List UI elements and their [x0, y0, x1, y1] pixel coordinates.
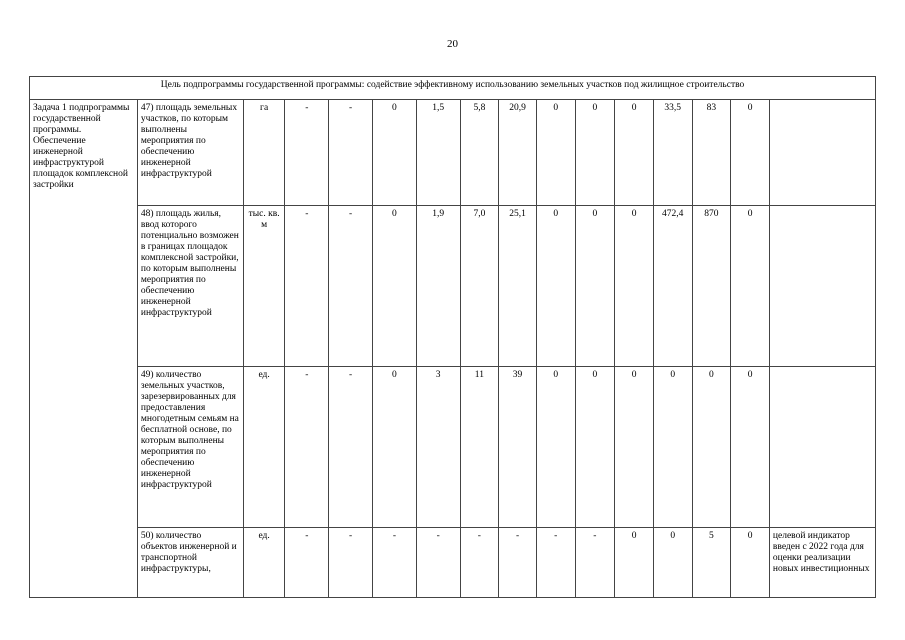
value-cell: - [285, 367, 329, 528]
indicators-table [29, 76, 876, 598]
table-row [30, 528, 876, 598]
value-cell: 25,1 [499, 206, 537, 367]
value-cell: 870 [692, 206, 731, 367]
value-cell: 0 [692, 367, 731, 528]
value-cell: 1,9 [416, 206, 460, 367]
value-cell: 0 [536, 367, 575, 528]
value-cell: 0 [731, 528, 770, 598]
value-cell: - [460, 528, 499, 598]
value-cell: 0 [653, 528, 692, 598]
table-row [30, 367, 876, 528]
value-cell: 0 [615, 206, 654, 367]
indicator-cell: 49) количество земельных участков, зарезервированных для предоставления многодетным семьям на бесплатной основе, по которым выполнены мероприятия по обеспечению инженерной инфраструктурой [137, 367, 243, 528]
note-cell [769, 100, 875, 206]
goal-cell: Цель подпрограммы государственной программы: содействие эффективному использованию земельных участков под жилищное строительство [30, 77, 876, 100]
task-cell: Задача 1 подпрограммы государственной программы. Обеспечение инженерной инфраструктурой площадок комплексной застройки [30, 100, 138, 598]
value-cell: 0 [731, 367, 770, 528]
unit-cell: ед. [243, 367, 285, 528]
value-cell: 0 [373, 367, 417, 528]
indicator-cell: 47) площадь земельных участков, по которым выполнены мероприятия по обеспечению инженерной инфраструктурой [137, 100, 243, 206]
value-cell: - [285, 528, 329, 598]
value-cell: 3 [416, 367, 460, 528]
value-cell: 7,0 [460, 206, 499, 367]
value-cell: 0 [731, 206, 770, 367]
value-cell: 20,9 [499, 100, 537, 206]
table-row [30, 206, 876, 367]
note-cell [769, 206, 875, 367]
value-cell: - [285, 100, 329, 206]
value-cell: 0 [615, 528, 654, 598]
value-cell: 0 [653, 367, 692, 528]
value-cell: - [499, 528, 537, 598]
indicator-cell: 48) площадь жилья, ввод которого потенциально возможен в границах площадок комплексной застройки, по которым выполнены мероприятия по обеспечению инженерной инфраструктурой [137, 206, 243, 367]
value-cell: 33,5 [653, 100, 692, 206]
value-cell: 0 [536, 100, 575, 206]
value-cell: - [329, 528, 373, 598]
value-cell: - [285, 206, 329, 367]
value-cell: 5 [692, 528, 731, 598]
value-cell: 0 [373, 100, 417, 206]
goal-row [30, 77, 876, 100]
value-cell: 0 [536, 206, 575, 367]
value-cell: - [329, 367, 373, 528]
value-cell: 472,4 [653, 206, 692, 367]
value-cell: 0 [373, 206, 417, 367]
note-cell: целевой индикатор введен с 2022 года для оценки реализации новых инвестиционных [769, 528, 875, 598]
value-cell: - [329, 100, 373, 206]
value-cell: - [575, 528, 615, 598]
unit-cell: га [243, 100, 285, 206]
value-cell: 83 [692, 100, 731, 206]
value-cell: 0 [575, 367, 615, 528]
unit-cell: ед. [243, 528, 285, 598]
value-cell: 0 [575, 100, 615, 206]
table-row [30, 100, 876, 206]
value-cell: - [373, 528, 417, 598]
page-number: 20 [447, 38, 458, 50]
value-cell: 0 [575, 206, 615, 367]
unit-cell: тыс. кв. м [243, 206, 285, 367]
value-cell: - [536, 528, 575, 598]
value-cell: 1,5 [416, 100, 460, 206]
value-cell: 5,8 [460, 100, 499, 206]
value-cell: 11 [460, 367, 499, 528]
value-cell: - [416, 528, 460, 598]
indicator-cell: 50) количество объектов инженерной и транспортной инфраструктуры, [137, 528, 243, 598]
value-cell: - [329, 206, 373, 367]
value-cell: 0 [731, 100, 770, 206]
value-cell: 39 [499, 367, 537, 528]
note-cell [769, 367, 875, 528]
value-cell: 0 [615, 367, 654, 528]
value-cell: 0 [615, 100, 654, 206]
